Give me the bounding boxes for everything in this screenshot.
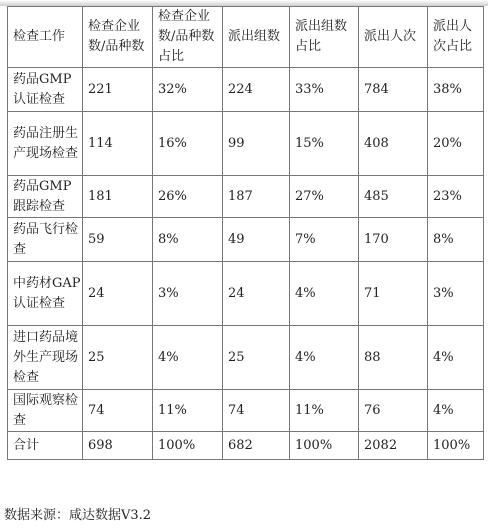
table-cell: 4% xyxy=(153,326,223,390)
data-source-note: 数据来源：咸达数据V3.2 xyxy=(4,508,152,523)
table-cell: 408 xyxy=(359,112,428,176)
table-row xyxy=(8,112,484,176)
table-cell: 181 xyxy=(83,176,153,218)
table-row xyxy=(8,68,484,112)
row-label: 中药材GAP认证检查 xyxy=(8,262,83,326)
table-row xyxy=(8,176,484,218)
table-cell: 32% xyxy=(153,68,223,112)
table-cell: 20% xyxy=(428,112,484,176)
table-cell: 170 xyxy=(359,218,428,262)
table-cell: 24 xyxy=(83,262,153,326)
header-cell-work-type: 检查工作 xyxy=(8,7,83,68)
table-cell: 221 xyxy=(83,68,153,112)
table-cell: 33% xyxy=(290,68,359,112)
table-cell: 24 xyxy=(223,262,290,326)
table-cell: 26% xyxy=(153,176,223,218)
table-cell: 100% xyxy=(290,432,359,460)
table-cell: 74 xyxy=(223,390,290,432)
row-label: 国际观察检查 xyxy=(8,390,83,432)
header-cell-enterprise-share: 检查企业数/品种数占比 xyxy=(153,7,223,68)
table-cell: 224 xyxy=(223,68,290,112)
table-cell: 698 xyxy=(83,432,153,460)
row-label: 药品飞行检查 xyxy=(8,218,83,262)
table-cell: 8% xyxy=(153,218,223,262)
header-cell-group-count: 派出组数 xyxy=(223,7,290,68)
table-cell: 485 xyxy=(359,176,428,218)
table-cell: 49 xyxy=(223,218,290,262)
table-cell: 16% xyxy=(153,112,223,176)
header-cell-group-share: 派出组数占比 xyxy=(290,7,359,68)
table-cell: 784 xyxy=(359,68,428,112)
table-cell: 76 xyxy=(359,390,428,432)
inspection-statistics-table xyxy=(7,6,484,460)
table-cell: 71 xyxy=(359,262,428,326)
table-cell: 11% xyxy=(290,390,359,432)
table-cell: 8% xyxy=(428,218,484,262)
header-cell-person-share: 派出人次占比 xyxy=(428,7,484,68)
table-cell: 100% xyxy=(153,432,223,460)
table-cell: 3% xyxy=(153,262,223,326)
table-cell: 4% xyxy=(290,262,359,326)
header-cell-person-count: 派出人次 xyxy=(359,7,428,68)
table-cell: 187 xyxy=(223,176,290,218)
table-cell: 3% xyxy=(428,262,484,326)
row-label: 药品GMP跟踪检查 xyxy=(8,176,83,218)
table-row xyxy=(8,218,484,262)
total-label: 合计 xyxy=(8,432,83,460)
row-label: 药品GMP认证检查 xyxy=(8,68,83,112)
table-cell: 99 xyxy=(223,112,290,176)
table-cell: 15% xyxy=(290,112,359,176)
table-cell: 74 xyxy=(83,390,153,432)
table-cell: 59 xyxy=(83,218,153,262)
table-cell: 25 xyxy=(223,326,290,390)
table-cell: 100% xyxy=(428,432,484,460)
table-cell: 38% xyxy=(428,68,484,112)
table-cell: 7% xyxy=(290,218,359,262)
table-cell: 4% xyxy=(428,390,484,432)
row-label: 药品注册生产现场检查 xyxy=(8,112,83,176)
table-cell: 11% xyxy=(153,390,223,432)
row-label: 进口药品境外生产现场检查 xyxy=(8,326,83,390)
table-cell: 4% xyxy=(428,326,484,390)
header-cell-enterprise-count: 检查企业数/品种数 xyxy=(83,7,153,68)
table-cell: 27% xyxy=(290,176,359,218)
table-cell: 4% xyxy=(290,326,359,390)
table-total-row xyxy=(8,432,484,460)
table-row xyxy=(8,262,484,326)
table-row xyxy=(8,390,484,432)
table-cell: 23% xyxy=(428,176,484,218)
table-header-row xyxy=(8,7,484,68)
table-row xyxy=(8,326,484,390)
table-cell: 88 xyxy=(359,326,428,390)
table-cell: 114 xyxy=(83,112,153,176)
table-cell: 2082 xyxy=(359,432,428,460)
table-cell: 25 xyxy=(83,326,153,390)
table-cell: 682 xyxy=(223,432,290,460)
